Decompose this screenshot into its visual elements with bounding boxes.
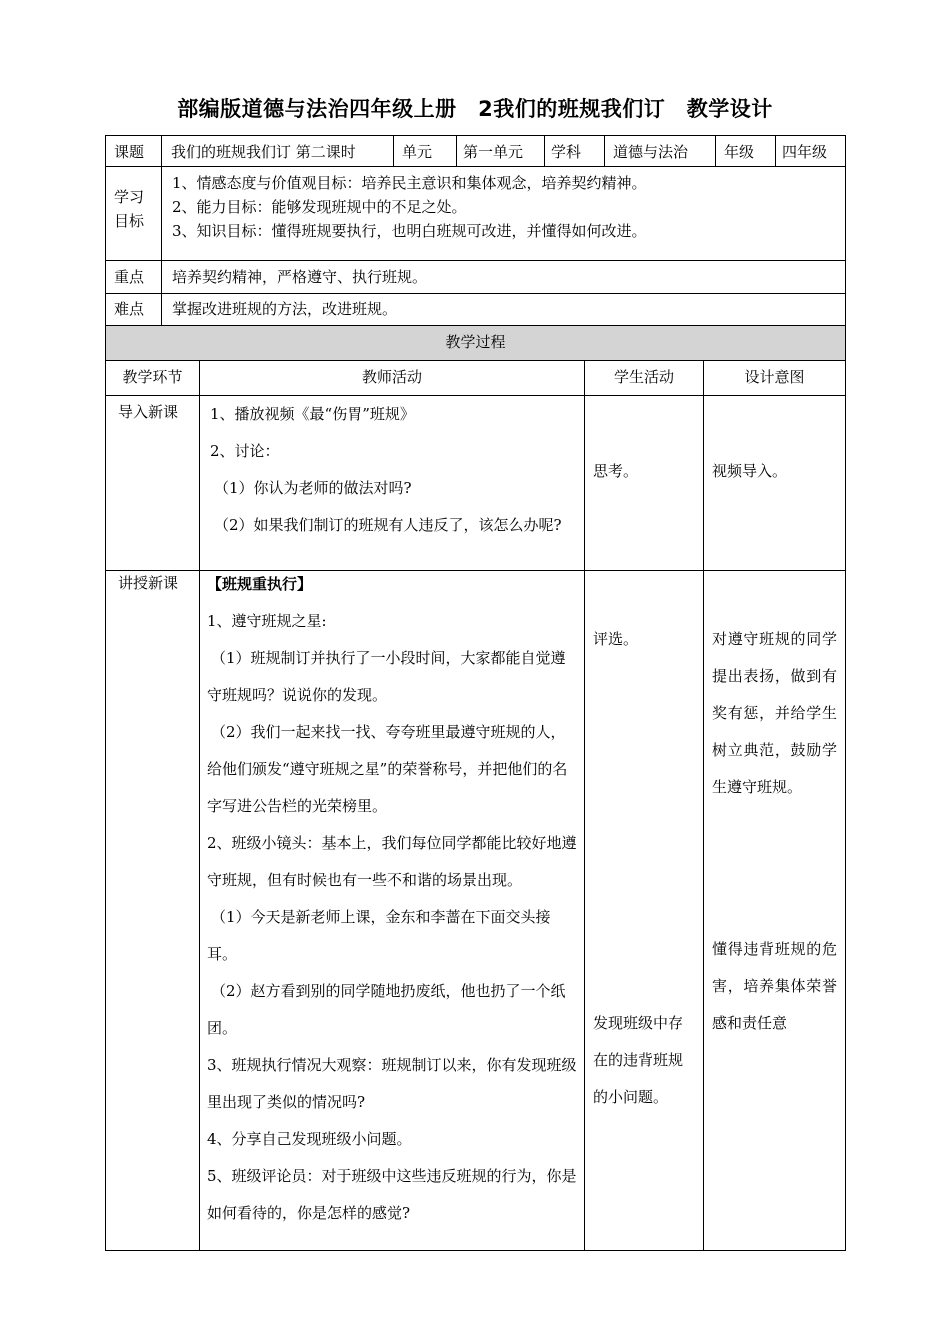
table-row-teacher (200, 396, 584, 570)
column-header-stage: 教学环节 (122, 368, 183, 386)
grade-value: 四年级 (782, 143, 828, 161)
document-title: 部编版道德与法治四年级上册 2我们的班规我们订 教学设计 (177, 97, 773, 121)
grade-label: 年级 (724, 143, 755, 161)
difficult-point-label: 难点 (114, 300, 145, 318)
table-row-stage: 导入新课 (118, 403, 179, 421)
teacher-step: （2）如果我们制订的班规有人违反了，该怎么办呢? (214, 516, 562, 534)
objective-item: 2、能力目标：能够发现班规中的不足之处。 (172, 198, 467, 216)
teacher-step: （1）班规制订并执行了一小段时间，大家都能自觉遵守班规吗？说说你的发现。 (207, 649, 566, 704)
teacher-step: 2、班级小镜头：基本上，我们每位同学都能比较好地遵守班规，但有时候也有一些不和谐的场景出现。 (207, 834, 577, 889)
table-row-intent: 对遵守班规的同学提出表扬，做到有奖有惩，并给学生树立典范，鼓励学生遵守班规。 懂得违背班规的危害，培养集体荣誉感和责任意 (712, 630, 837, 1032)
process-header: 教学过程 (106, 326, 845, 360)
column-header-intent: 设计意图 (744, 368, 805, 386)
subject-label: 学科 (551, 143, 582, 161)
teacher-step: 3、班规执行情况大观察：班规制订以来，你有发现班级里出现了类似的情况吗? (207, 1056, 577, 1111)
difficult-point-text: 掌握改进班规的方法，改进班规。 (172, 300, 398, 318)
objectives-list (162, 167, 845, 260)
objective-item: 1、情感态度与价值观目标：培养民主意识和集体观念，培养契约精神。 (172, 174, 647, 192)
table-row-intent: 视频导入。 (712, 462, 788, 480)
unit-label: 单元 (402, 143, 433, 161)
teacher-step: （1）你认为老师的做法对吗? (214, 479, 412, 497)
key-point-text: 培养契约精神，严格遵守、执行班规。 (172, 268, 428, 286)
key-point-label: 重点 (114, 268, 145, 286)
topic-value: 我们的班规我们订 第二课时 (171, 143, 356, 161)
teacher-step: （2）我们一起来找一找、夸夸班里最遵守班规的人，给他们颁发“遵守班规之星”的荣誉称号，并把他们的名字写进公告栏的光荣榜里。 (207, 723, 568, 815)
table-row-teacher (200, 566, 584, 1245)
column-header-teacher: 教师活动 (361, 368, 422, 386)
objective-item: 3、知识目标：懂得班规要执行，也明白班规可改进，并懂得如何改进。 (172, 222, 647, 240)
info-table (105, 135, 846, 326)
process-table (105, 325, 846, 1251)
table-row-student: 思考。 (593, 462, 639, 480)
table-row-student: 评选。 发现班级中存在的违背班规的小问题。 (593, 630, 684, 1106)
teacher-step: （1）今天是新老师上课，金东和李蔷在下面交头接耳。 (207, 908, 551, 963)
teacher-heading: 【班规重执行】 (207, 575, 313, 593)
subject-value: 道德与法治 (613, 143, 689, 161)
teacher-step: 1、遵守班规之星: (207, 612, 327, 630)
unit-value: 第一单元 (463, 143, 524, 161)
topic-label: 课题 (114, 143, 145, 161)
objectives-label: 学习 目标 (114, 188, 145, 230)
teacher-step: 4、分享自己发现班级小问题。 (207, 1130, 412, 1148)
teacher-step: 2、讨论： (210, 442, 280, 460)
teacher-step: 5、班级评论员：对于班级中这些违反班规的行为，你是如何看待的，你是怎样的感觉? (207, 1167, 577, 1222)
teacher-step: （2）赵方看到别的同学随地扔废纸，他也扔了一个纸团。 (207, 982, 566, 1037)
teacher-step: 1、播放视频《最“伤胃”班规》 (210, 405, 415, 423)
column-header-student: 学生活动 (613, 368, 674, 386)
table-row-stage: 讲授新课 (118, 574, 179, 592)
